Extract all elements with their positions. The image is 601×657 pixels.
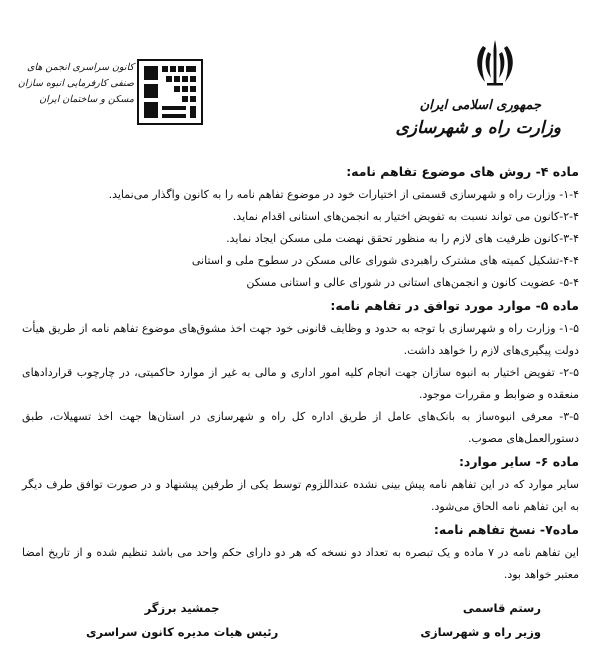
government-title: جمهوری اسلامی ایران [419,98,541,113]
ministry-title: وزارت راه و شهرسازی [395,118,561,138]
article-5-paragraph: ۲-۵- تفویض اختیار به انبوه سازان جهت انجام کلیه امور اداری و مالی به غیر از موارد حاکمیتی، در چارچوب قراردادهای منعقده و ضوابط و مقررات موجود. [22,366,579,401]
article-4-item: ۱-۴- وزارت راه و شهرسازی قسمتی از اختیارات خود در موضوع تفاهم نامه را به کانون واگذار می‌نماید. [108,188,579,201]
article-7-paragraph: این تفاهم نامه در ۷ ماده و یک تبصره به تعداد دو نسخه که هر دو دارای حکم واحد می باشد تنظیم شده و از تاریخ امضا معتبر خواهد بود. [22,546,579,581]
article-6-paragraph: سایر موارد که در این تفاهم نامه پیش بینی نشده عنداللزوم توسط یکی از طرفین پیشنهاد و در صورت توافق طرف دیگر به این تفاهم نامه الحاق می‌شود. [22,478,579,513]
signatory-name: جمشید برزگر [144,601,220,615]
association-chair-signature [86,596,278,644]
association-name-line: صنفی کارفرمایی انبوه سازان [17,78,134,89]
article-6-heading: ماده ۶- سایر موارد: [458,454,579,469]
iran-emblem-icon [467,36,523,92]
signatory-title: وزیر راه و شهرسازی [420,625,541,639]
association-logo-icon [136,58,204,126]
minister-signature [420,596,541,644]
association-name-line: مسکن و ساختمان ایران [39,94,134,105]
signatory-title: رئیس هیات مدیره کانون سراسری [86,625,279,639]
association-name [17,60,134,108]
article-4-item: ۳-۴-کانون ظرفیت های لازم را به منظور تحقق نهضت ملی مسکن ایجاد نماید. [226,232,579,245]
article-4-item: ۴-۴-تشکیل کمیته های مشترک راهبردی شورای عالی مسکن در سطوح ملی و استانی [191,254,579,267]
article-7-heading: ماده۷- نسخ تفاهم نامه: [433,522,579,537]
document-body [22,160,579,586]
article-4-item: ۲-۴-کانون می تواند نسبت به تفویض اختیار به انجمن‌های استانی اقدام نماید. [232,210,579,223]
association-name-line: کانون سراسری انجمن های [27,62,134,73]
article-5-paragraph: ۳-۵- معرفی انبوه‌ساز به بانک‌های عامل از طریق اداره کل راه و شهرسازی در استان‌ها جهت اخذ تسهیلات، طبق دستورالعمل‌های مصوب. [22,410,579,445]
signatory-name: رستم قاسمی [462,601,541,615]
letterhead [0,0,601,158]
article-5-paragraph: ۱-۵- وزارت راه و شهرسازی با توجه به حدود و وظایف قانونی خود جهت اخذ مشوق‌های موضوع تفاهم نامه از طریق هیأت دولت پیگیری‌های لازم را خواهد داشت. [22,322,579,357]
article-4-heading: ماده ۴- روش های موضوع تفاهم نامه: [346,164,579,179]
article-4-item: ۵-۴- عضویت کانون و انجمن‌های استانی در شورای عالی و استانی مسکن [246,276,579,289]
article-5-heading: ماده ۵- موارد مورد توافق در تفاهم نامه: [330,298,579,313]
